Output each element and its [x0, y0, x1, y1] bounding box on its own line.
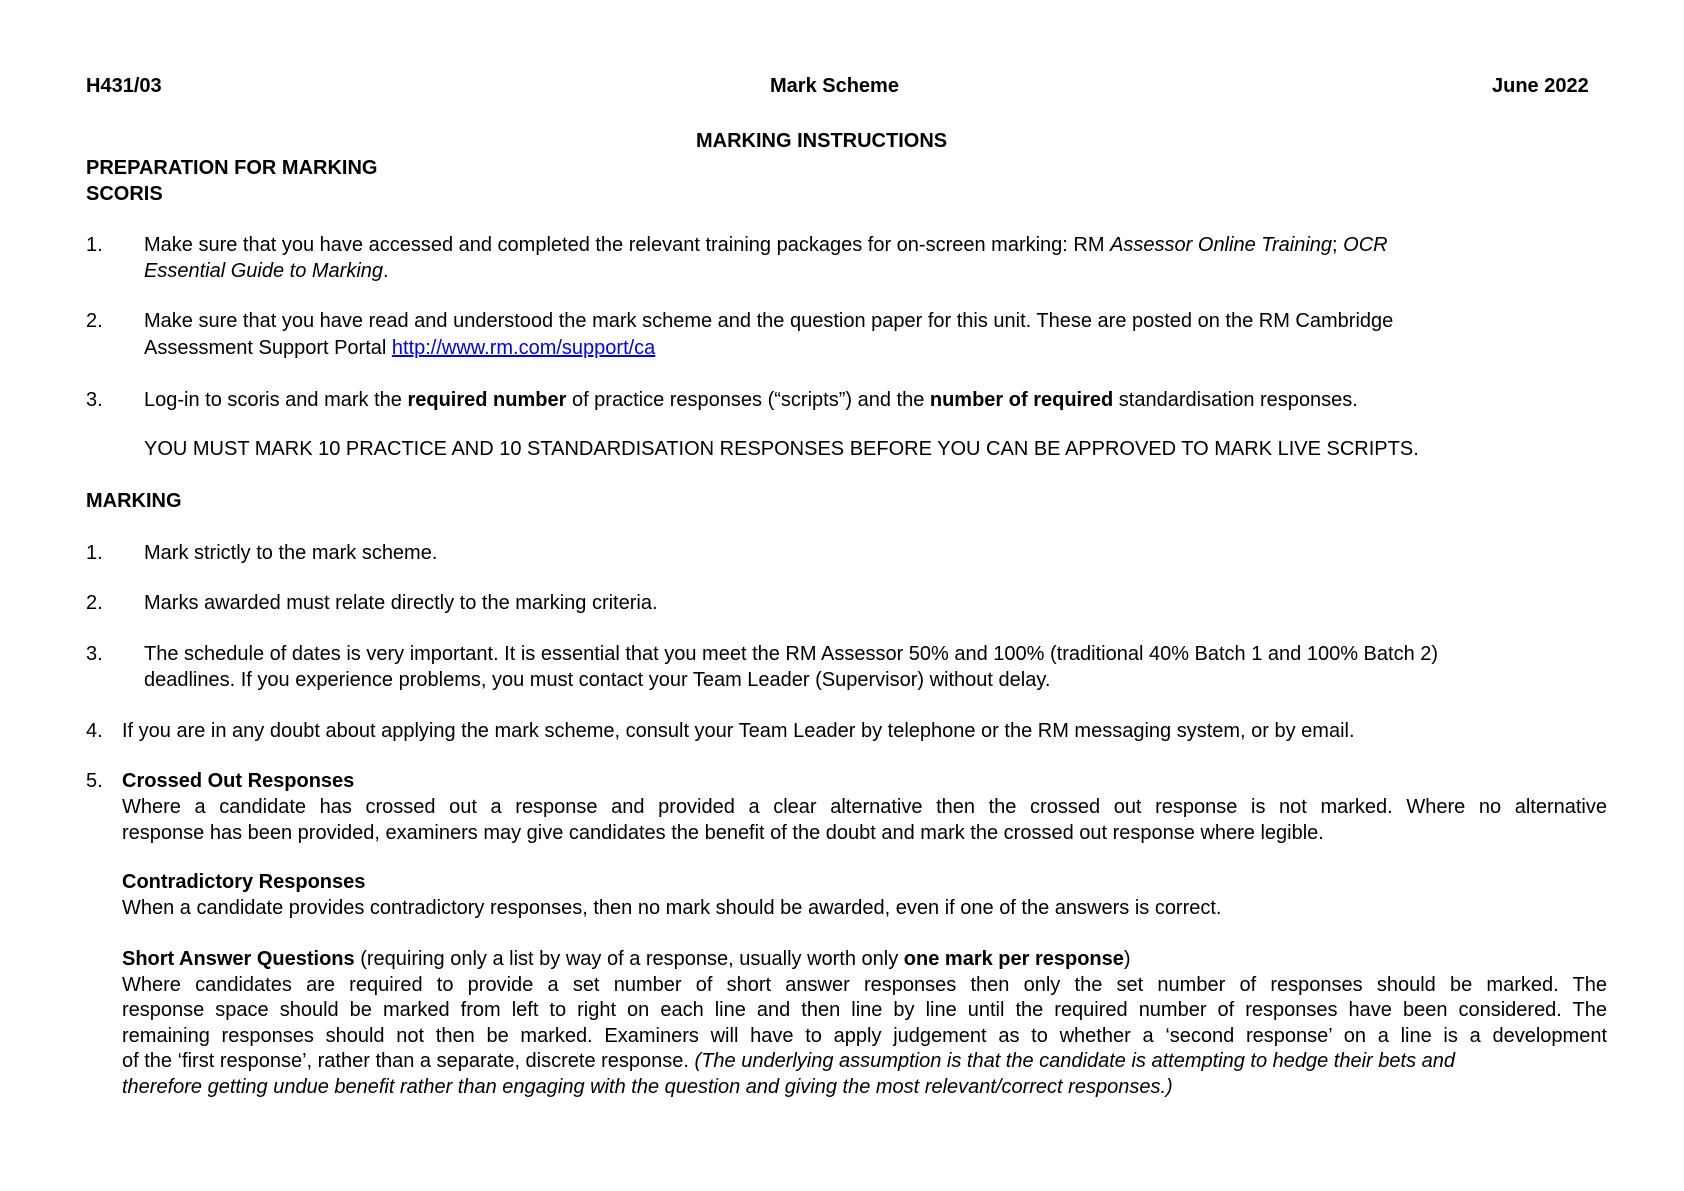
text-run: Crossed Out Responses	[122, 770, 355, 792]
prep-item-3-number: 3.	[86, 389, 103, 411]
text-run: Assessor Online Training	[1110, 234, 1333, 256]
text-run: If you are in any doubt about applying the mark scheme, consult your Team Leader by telephone or the RM messaging system, or by email.	[122, 720, 1355, 742]
prep-item-2-line	[144, 335, 655, 361]
marking-item-4-line	[122, 718, 1355, 744]
text-run: required number	[407, 389, 567, 411]
text-run: (requiring only a list by way of a response, usually worth only	[354, 948, 904, 970]
document-date: June 2022	[1492, 75, 1589, 97]
marking-item-3-line	[144, 667, 1050, 693]
section-title: MARKING INSTRUCTIONS	[696, 130, 948, 152]
text-run: Essential Guide to Marking	[144, 260, 384, 282]
contradictory-responses-line	[122, 895, 1222, 921]
text-run: Marks awarded must relate directly to the marking criteria.	[144, 592, 658, 614]
short-answer-questions-line	[122, 997, 1607, 1023]
text-run: Make sure that you have accessed and completed the relevant training packages for on-screen marking: RM	[144, 234, 1111, 256]
short-answer-questions-line	[122, 972, 1607, 998]
marking-heading: MARKING	[86, 490, 182, 512]
text-run: )	[1123, 948, 1131, 970]
text-run: ;	[1332, 234, 1344, 256]
marking-item-2-number: 2.	[86, 592, 103, 614]
text-run: Make sure that you have read and understood the mark scheme and the question paper for this unit. These are posted on the RM Cambridge	[144, 310, 1394, 332]
prep-item-2-line	[144, 308, 1393, 334]
text-run: deadlines. If you experience problems, you must contact your Team Leader (Supervisor) without delay.	[144, 669, 1051, 691]
text-run: OCR	[1343, 234, 1388, 256]
contradictory-responses-line	[122, 869, 365, 895]
document-title: Mark Scheme	[770, 75, 899, 97]
marking-item-1-line	[144, 540, 437, 566]
marking-item-5-number: 5.	[86, 770, 103, 792]
marking-item-5-line	[122, 794, 1607, 820]
text-run: The schedule of dates is very important. It is essential that you meet the RM Assessor 50% and 100% (traditional 40% Batch 1 and 100% Batch 2)	[144, 643, 1439, 665]
prep-item-1-number: 1.	[86, 234, 103, 256]
text-run: response space should be marked from left to right on each line and then line by line until the required number of responses have been considered. The	[122, 999, 1607, 1022]
text-run: Where a candidate has crossed out a response and provided a clear alternative then the crossed out response is not marked. Where no alternative	[122, 796, 1607, 818]
text-run: Assessment Support Portal	[144, 337, 392, 359]
text-run: Log-in to scoris and mark the	[144, 389, 408, 411]
text-run: Contradictory Responses	[122, 871, 366, 893]
short-answer-questions-line	[122, 1048, 1455, 1074]
marking-item-5-line	[122, 768, 354, 794]
text-run: one mark per response	[903, 948, 1124, 970]
text-run: of practice responses (“scripts”) and the	[566, 389, 930, 411]
text-run: Mark strictly to the mark scheme.	[144, 542, 438, 564]
marking-item-3-line	[144, 641, 1438, 667]
notice-text: YOU MUST MARK 10 PRACTICE AND 10 STANDARDISATION RESPONSES BEFORE YOU CAN BE APPROVED TO MARK LIVE SCRIPTS.	[144, 438, 1419, 460]
text-run: response has been provided, examiners may give candidates the benefit of the doubt and mark the crossed out response where legible.	[122, 822, 1324, 844]
short-answer-questions-line	[122, 1074, 1173, 1100]
text-run: Short Answer Questions	[122, 948, 355, 970]
marking-item-4-number: 4.	[86, 720, 103, 742]
text-run: remaining responses should not then be marked. Examiners will have to apply judgement as to whether a ‘second response’ on a line is a development	[122, 1024, 1607, 1047]
prep-item-3-line	[144, 387, 1358, 413]
prep-heading: PREPARATION FOR MARKING	[86, 157, 378, 179]
text-run: .	[383, 260, 389, 282]
short-answer-questions-line	[122, 1023, 1607, 1049]
text-run: standardisation responses.	[1113, 389, 1358, 411]
prep-item-1-line	[144, 232, 1388, 258]
text-run: Where candidates are required to provide a set number of short answer responses then only the set number of responses should be marked. The	[122, 973, 1607, 996]
marking-item-3-number: 3.	[86, 643, 103, 665]
prep-item-2-number: 2.	[86, 310, 103, 332]
marking-item-2-line	[144, 590, 658, 616]
scoris-heading: SCORIS	[86, 183, 163, 205]
text-run: number of required	[929, 389, 1114, 411]
prep-item-1-line	[144, 258, 389, 284]
marking-item-1-number: 1.	[86, 542, 103, 564]
marking-item-5-line	[122, 820, 1324, 846]
text-run: (The underlying assumption is that the candidate is attempting to hedge their bets and	[694, 1050, 1455, 1073]
short-answer-questions-line	[122, 946, 1131, 972]
text-run: of the ‘first response’, rather than a separate, discrete response.	[122, 1050, 695, 1073]
text-run: therefore getting undue benefit rather than engaging with the question and giving the most relevant/correct responses.)	[122, 1076, 1173, 1098]
text-run: When a candidate provides contradictory responses, then no mark should be awarded, even if one of the answers is correct.	[122, 897, 1222, 919]
document-code: H431/03	[86, 75, 162, 97]
support-portal-link[interactable]: http://www.rm.com/support/ca	[391, 337, 656, 359]
